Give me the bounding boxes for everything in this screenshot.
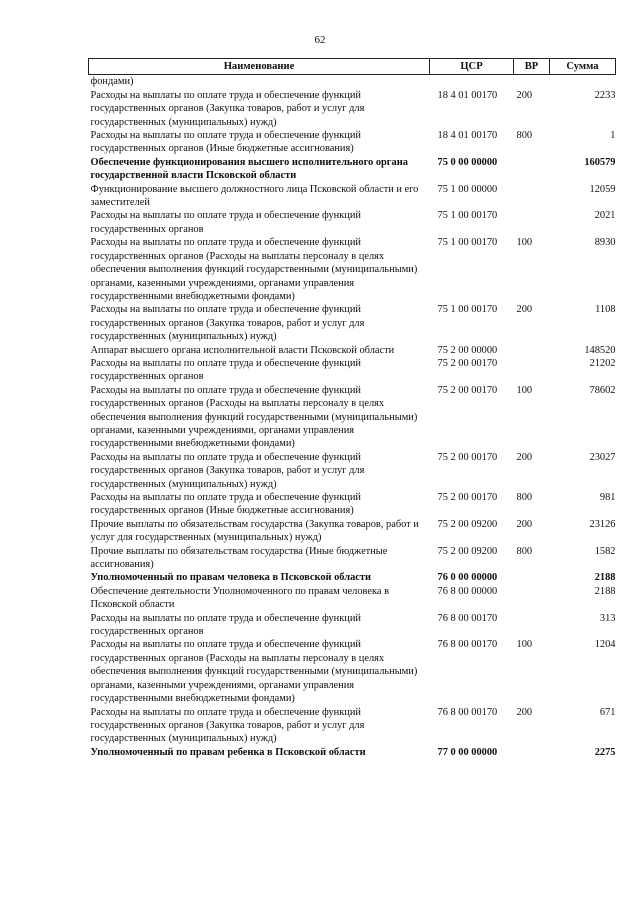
row-vr: 200 — [516, 451, 533, 463]
row-csr: 18 4 01 00170 — [437, 130, 498, 142]
row-vr: 100 — [516, 639, 533, 651]
row-name: Расходы на выплаты по оплате труда и обеспечение функций государственных органов (Закупка товаров, работ и услуг для государственных (муниципальных) нужд) — [90, 451, 365, 490]
row-name: Функционирование высшего должностного лица Псковской области и его заместителей — [90, 183, 419, 209]
row-sum: 148520 — [584, 344, 616, 356]
row-sum: 2021 — [594, 210, 616, 222]
row-vr: 200 — [516, 304, 533, 316]
row-sum: 1582 — [594, 545, 616, 557]
row-vr — [514, 612, 550, 639]
row-vr — [514, 183, 550, 210]
header-sum: Сумма — [550, 59, 616, 75]
row-csr: 75 2 00 00000 — [437, 344, 498, 356]
row-name: Расходы на выплаты по оплате труда и обеспечение функций государственных органов — [90, 210, 361, 235]
row-name: Расходы на выплаты по оплате труда и обеспечение функций государственных органов (Закупка товаров, работ и услуг для государственных (муниципальных) нужд) — [90, 706, 365, 745]
row-name: фондами) — [90, 76, 134, 88]
row-vr — [514, 75, 550, 89]
row-vr: 200 — [516, 89, 533, 101]
header-csr: ЦСР — [430, 59, 514, 75]
table-row — [89, 89, 616, 129]
table-row — [89, 585, 616, 612]
row-csr: 75 1 00 00170 — [437, 304, 498, 316]
row-sum: 8930 — [594, 237, 616, 249]
row-csr: 76 0 00 00000 — [437, 572, 498, 584]
row-csr: 76 8 00 00170 — [437, 706, 498, 718]
row-vr: 100 — [516, 384, 533, 396]
table-row — [89, 344, 616, 357]
table-row — [89, 518, 616, 545]
row-name: Обеспечение деятельности Уполномоченного по правам человека в Псковской области — [90, 585, 390, 611]
row-csr: 75 2 00 00170 — [437, 451, 498, 463]
row-name: Расходы на выплаты по оплате труда и обеспечение функций государственных органов — [90, 357, 361, 383]
table-header — [89, 59, 616, 75]
table-row — [89, 75, 616, 89]
row-name: Аппарат высшего органа исполнительной власти Псковской области — [90, 344, 395, 356]
table-row — [89, 357, 616, 384]
table-row — [89, 156, 616, 183]
row-name: Расходы на выплаты по оплате труда и обеспечение функций государственных органов (Иные бюджетные ассигнования) — [90, 492, 361, 517]
row-vr — [514, 746, 550, 759]
row-name: Уполномоченный по правам человека в Псковской области — [90, 572, 371, 584]
row-sum: 1204 — [594, 639, 616, 651]
row-sum: 12059 — [589, 183, 616, 195]
row-vr — [514, 585, 550, 612]
row-sum: 2188 — [594, 585, 616, 597]
row-csr: 75 1 00 00000 — [437, 183, 498, 195]
row-vr: 800 — [516, 130, 533, 142]
row-name: Расходы на выплаты по оплате труда и обеспечение функций государственных органов (Закупка товаров, работ и услуг для государственных (муниципальных) нужд) — [90, 89, 365, 128]
row-name: Расходы на выплаты по оплате труда и обеспечение функций государственных органов (Расходы на выплаты персоналу в целях обеспечения выполнения функций государственными (муниципальными) органами, казенными учреждениями, органами управления государственными внебюджетными фондами) — [90, 384, 418, 450]
row-sum — [550, 75, 616, 89]
header-vr: ВР — [514, 59, 550, 75]
table-row — [89, 183, 616, 210]
row-sum: 2275 — [594, 746, 616, 758]
row-sum: 2233 — [594, 89, 616, 101]
row-name: Обеспечение функционирования высшего исполнительного органа государственной власти Псковской области — [90, 156, 408, 182]
row-csr: 76 8 00 00170 — [437, 612, 498, 624]
row-vr — [514, 209, 550, 236]
row-sum: 160579 — [584, 156, 616, 168]
row-csr: 76 8 00 00170 — [437, 639, 498, 651]
row-sum: 23027 — [589, 451, 616, 463]
table-row — [89, 451, 616, 491]
row-name: Уполномоченный по правам ребенка в Псковской области — [90, 746, 366, 758]
row-name: Расходы на выплаты по оплате труда и обеспечение функций государственных органов (Закупка товаров, работ и услуг для государственных (муниципальных) нужд) — [90, 304, 365, 343]
row-sum: 1 — [610, 130, 616, 142]
row-name: Прочие выплаты по обязательствам государства (Иные бюджетные ассигнования) — [90, 545, 388, 571]
row-vr: 800 — [516, 492, 533, 503]
table-body — [89, 75, 616, 759]
row-csr: 75 2 00 09200 — [437, 545, 498, 557]
budget-table — [88, 58, 616, 759]
row-sum: 671 — [599, 706, 616, 718]
row-csr: 76 8 00 00000 — [437, 585, 498, 597]
row-csr: 75 1 00 00170 — [437, 237, 498, 249]
row-name: Расходы на выплаты по оплате труда и обеспечение функций государственных органов — [90, 612, 361, 638]
table-row — [89, 303, 616, 343]
row-csr — [430, 75, 514, 89]
table-row — [89, 638, 616, 705]
table-row — [89, 209, 616, 236]
row-csr: 18 4 01 00170 — [437, 89, 498, 101]
header-row — [89, 59, 616, 75]
header-name: Наименование — [89, 59, 430, 75]
table-row — [89, 612, 616, 639]
row-sum: 1108 — [595, 304, 616, 316]
table-row — [89, 706, 616, 746]
row-vr: 200 — [516, 518, 533, 530]
row-vr — [514, 344, 550, 357]
row-csr: 75 1 00 00170 — [437, 210, 498, 222]
row-name: Расходы на выплаты по оплате труда и обеспечение функций государственных органов (Расходы на выплаты персоналу в целях обеспечения выполнения функций государственными (муниципальными) органами, казенными учреждениями, органами управления государственными внебюджетными фондами) — [90, 639, 418, 705]
table-row — [89, 545, 616, 572]
row-name: Расходы на выплаты по оплате труда и обеспечение функций государственных органов (Иные бюджетные ассигнования) — [90, 130, 361, 155]
row-csr: 75 2 00 00170 — [437, 384, 498, 396]
row-vr: 800 — [516, 545, 533, 557]
row-sum: 2188 — [594, 572, 616, 584]
row-sum: 981 — [599, 492, 616, 503]
row-sum: 23126 — [589, 518, 616, 530]
row-vr: 200 — [516, 706, 533, 718]
row-csr: 75 2 00 00170 — [437, 357, 498, 369]
table-row — [89, 384, 616, 451]
row-name: Расходы на выплаты по оплате труда и обеспечение функций государственных органов (Расходы на выплаты персоналу в целях обеспечения выполнения функций государственными (муниципальными) органами, казенными учреждениями, органами управления государственными внебюджетными фондами) — [90, 237, 418, 302]
row-csr: 75 0 00 00000 — [437, 156, 498, 168]
row-csr: 77 0 00 00000 — [437, 746, 498, 758]
page-number: 62 — [314, 34, 326, 46]
row-csr: 75 2 00 09200 — [437, 518, 498, 530]
row-vr — [514, 156, 550, 183]
row-sum: 78602 — [589, 384, 616, 396]
row-sum: 313 — [599, 612, 616, 624]
table-row — [89, 746, 616, 759]
row-vr — [514, 357, 550, 384]
row-vr: 100 — [516, 237, 533, 249]
row-vr — [514, 571, 550, 584]
table-row — [89, 491, 616, 518]
row-name: Прочие выплаты по обязательствам государства (Закупка товаров, работ и услуг для государственных (муниципальных) нужд) — [90, 518, 419, 544]
table-row — [89, 571, 616, 584]
row-sum: 21202 — [589, 357, 616, 369]
row-csr: 75 2 00 00170 — [437, 492, 498, 503]
table-row — [89, 236, 616, 303]
table-row — [89, 129, 616, 156]
